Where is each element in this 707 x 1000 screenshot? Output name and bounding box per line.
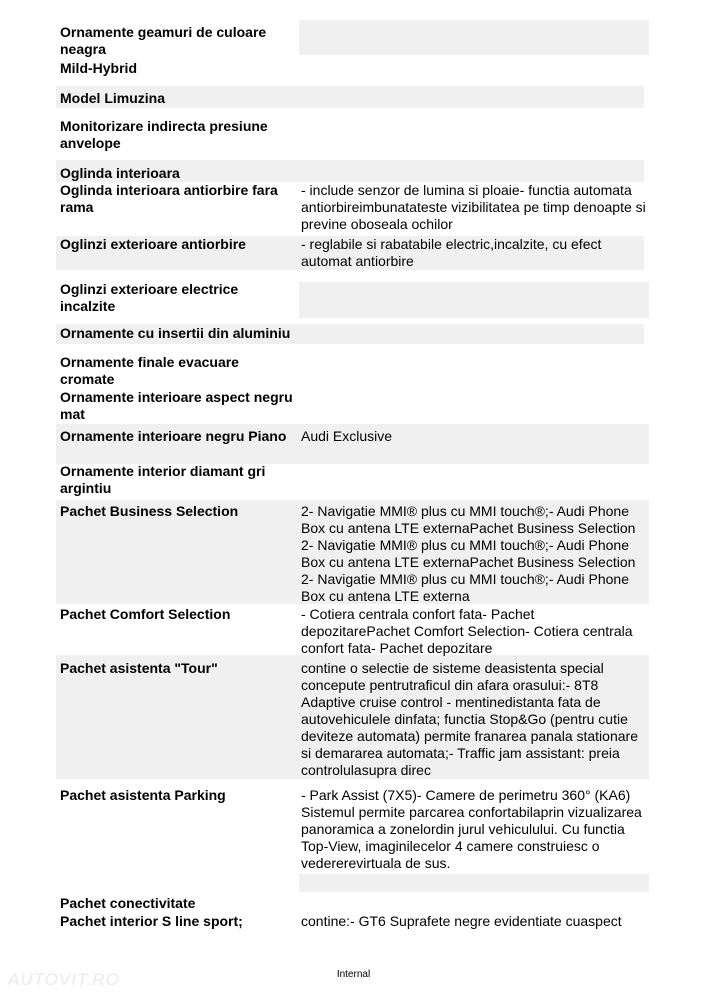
watermark-logo: AUTOVIT.RO — [8, 970, 121, 989]
row-bg — [299, 20, 649, 55]
row-bg — [299, 874, 649, 892]
row-value: contine o selectie de sisteme deasistenta special concepute pentrutraficul din afara orasului:- 8T8 Adaptive cruise control - mentinedistanta fata de autovehiculele dinfata; functia Stop&Go (pentru cutie deviteze automata) permite franarea panala stationare si demararea automata;- Traffic jam assistant: preia controlulasupra direc — [301, 660, 638, 778]
row-label: Pachet interior S line sport; — [60, 913, 243, 929]
row-label: Pachet Business Selection — [60, 503, 239, 519]
row-value: 2- Navigatie MMI® plus cu MMI touch®;- Audi Phone Box cu antena LTE externaPachet Business Selection 2- Navigatie MMI® plus cu MMI touch®;- Audi Phone Box cu antena LTE externaPachet Business Selection 2- Navigatie MMI® plus cu MMI touch®;- Audi Phone Box cu antena LTE externa — [301, 503, 636, 604]
row-label: Pachet asistenta "Tour" — [60, 660, 218, 676]
row-label: Mild-Hybrid — [60, 60, 137, 76]
row-label: Pachet conectivitate — [60, 895, 196, 911]
row-label: Ornamente interioare negru Piano — [60, 428, 287, 444]
row-label: Pachet asistenta Parking — [60, 787, 226, 803]
row-label: Pachet Comfort Selection — [60, 606, 231, 622]
row-label: Ornamente interioare aspect negru mat — [60, 389, 293, 422]
row-bg — [299, 282, 649, 318]
row-label: Model Limuzina — [60, 90, 165, 106]
row-label: Oglinda interioara — [60, 165, 180, 181]
row-label: Oglinzi exterioare electrice incalzite — [60, 281, 239, 314]
row-label: Monitorizare indirecta presiune anvelope — [60, 118, 268, 151]
row-label: Oglinzi exterioare antiorbire — [60, 236, 246, 252]
row-value: contine:- GT6 Suprafete negre evidentiate cuaspect — [301, 913, 622, 929]
row-label: Ornamente finale evacuare cromate — [60, 354, 239, 387]
row-value: - Cotiera centrala confort fata- Pachet depozitarePachet Comfort Selection- Cotiera centrala confort fata- Pachet depozitare — [301, 606, 633, 656]
row-value: Audi Exclusive — [301, 428, 393, 444]
footer-text: Internal — [336, 969, 371, 980]
row-label: Ornamente cu insertii din aluminiu — [60, 325, 291, 341]
row-value: - include senzor de lumina si ploaie- functia automata antiorbireimbunatateste vizibilitatea pe timp denoapte si previne oboseala ochilor — [301, 182, 646, 232]
row-value: - Park Assist (7X5)- Camere de perimetru 360° (KA6) Sistemul permite parcarea confortabilaprin vizualizarea panoramica a zonelordin jurul vehiculului. Cu functia Top-View, imaginilecelor 4 camere construiesc o vedererevirtuala de sus. — [301, 787, 642, 871]
row-label: Ornamente geamuri de culoare neagra — [60, 24, 267, 57]
row-value: - reglabile si rabatabile electric,incalzite, cu efect automat antiorbire — [301, 236, 602, 269]
row-label: Oglinda interioara antiorbire fara rama — [60, 182, 278, 215]
row-label: Ornamente interior diamant gri argintiu — [60, 463, 266, 496]
